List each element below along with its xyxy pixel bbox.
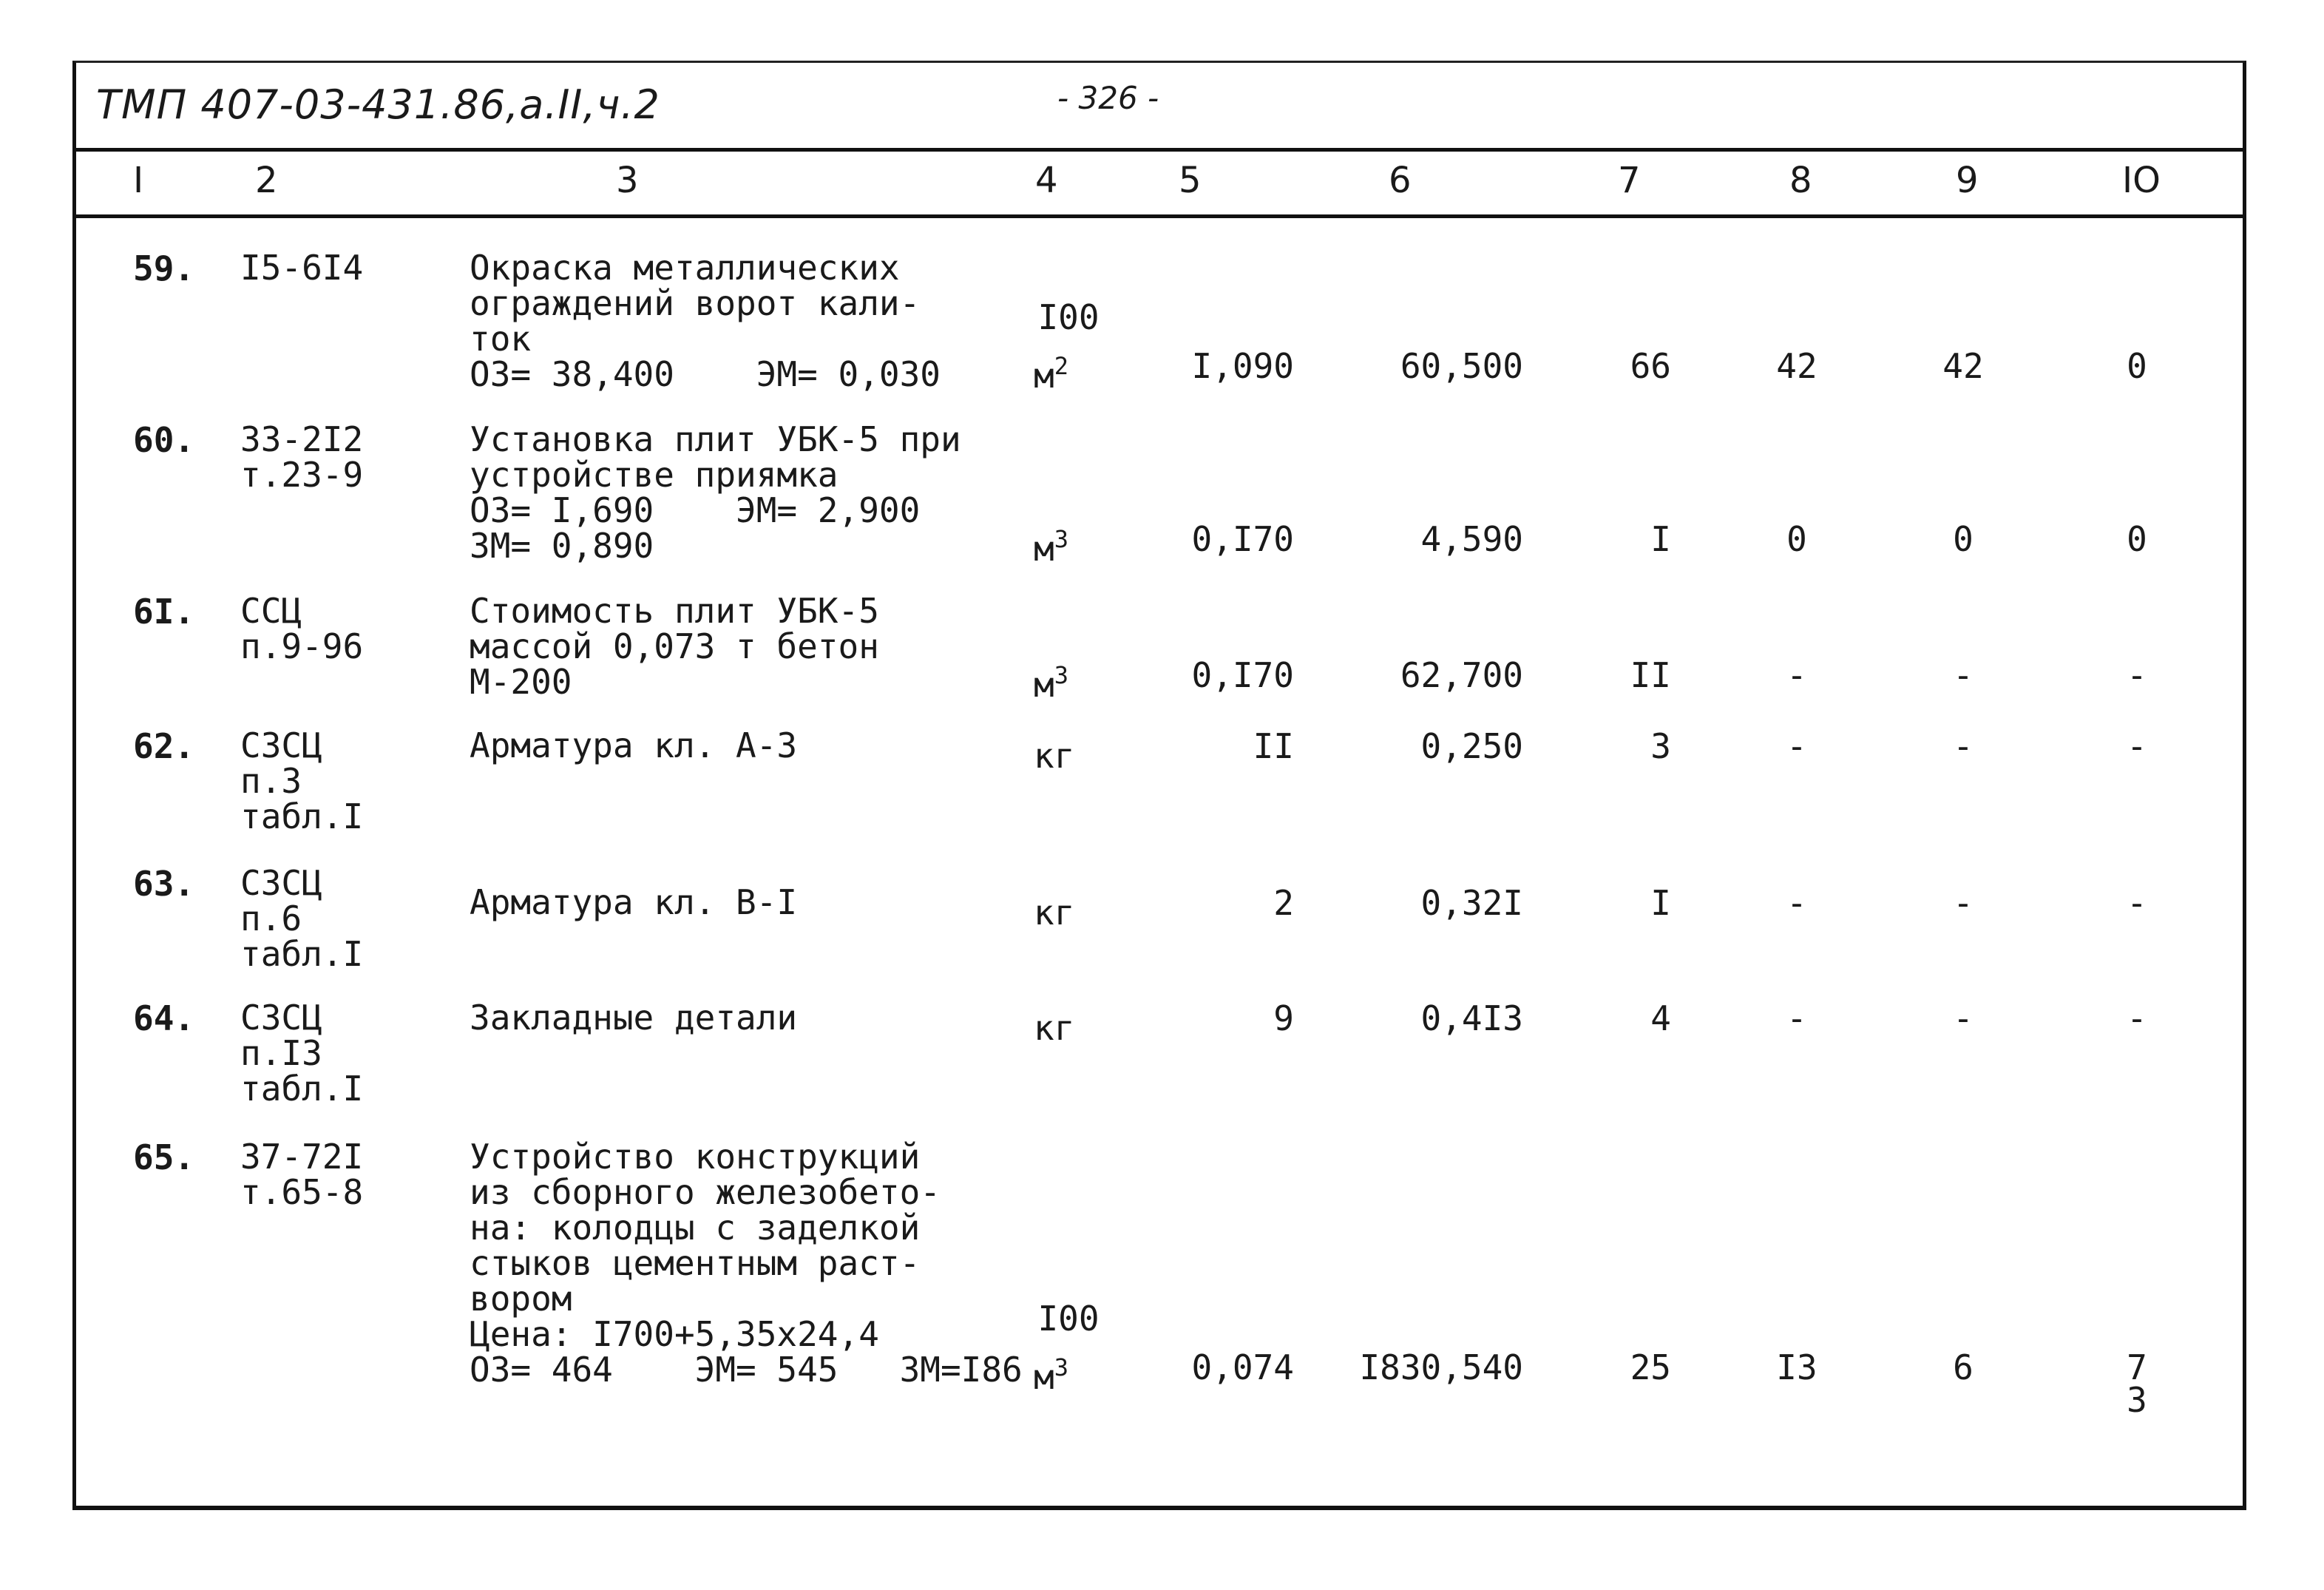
total-cost: I <box>1650 883 1671 923</box>
col-9-value: - <box>1953 726 1974 766</box>
quantity: 0,I70 <box>1191 519 1294 559</box>
col-8-value: - <box>1786 883 1807 923</box>
total-cost: 25 <box>1630 1347 1671 1387</box>
page-frame <box>72 61 2246 1510</box>
norm-code: СЗСЦ п.3 табл.I <box>240 725 364 836</box>
unit-multiplier: I00 <box>1037 297 1100 337</box>
unit-cost: 0,32I <box>1420 883 1523 923</box>
work-description: Арматура кл. В-I <box>470 882 798 922</box>
norm-code: I5-6I4 <box>240 248 364 288</box>
unit-cost: 0,250 <box>1420 726 1523 766</box>
col-9-value: - <box>1953 655 1974 695</box>
quantity: I,090 <box>1191 346 1294 386</box>
row-number: 62. <box>133 726 195 766</box>
column-header-3: 3 <box>616 160 639 201</box>
col-9-value: 6 <box>1953 1347 1974 1387</box>
unit-cost: 0,4I3 <box>1420 998 1523 1038</box>
column-header-rule <box>74 214 2245 218</box>
row-number: 63. <box>133 864 195 904</box>
total-cost: 3 <box>1650 726 1671 766</box>
unit: $м^3$ <box>1034 525 1068 569</box>
column-header-7: 7 <box>1618 160 1641 201</box>
work-description: Стоимость плит УБК-5 массой 0,073 т бетон М-200 <box>470 591 879 702</box>
col-8-value: 0 <box>1786 519 1807 559</box>
col-10-value: 0 <box>2127 346 2147 386</box>
col-9-value: - <box>1953 883 1974 923</box>
column-header-9: 9 <box>1956 160 1979 201</box>
unit: $м^3$ <box>1034 661 1068 705</box>
norm-code: 37-72I т.65-8 <box>240 1137 364 1212</box>
row-number: 6I. <box>133 592 195 632</box>
total-cost: II <box>1630 655 1671 695</box>
total-cost: 4 <box>1650 998 1671 1038</box>
column-header-2: 2 <box>255 160 278 201</box>
col-10-value-second-line: 3 <box>2127 1380 2147 1420</box>
col-9-value: - <box>1953 998 1974 1038</box>
header-rule <box>74 148 2245 152</box>
unit: кг <box>1034 1008 1075 1048</box>
col-8-value: - <box>1786 655 1807 695</box>
page-number: - 326 - <box>1057 80 1159 116</box>
quantity: II <box>1253 726 1294 766</box>
col-8-value: - <box>1786 998 1807 1038</box>
column-header-4: 4 <box>1035 160 1058 201</box>
quantity: 0,074 <box>1191 1347 1294 1387</box>
col-10-value: 7 <box>2127 1347 2147 1387</box>
row-number: 60. <box>133 420 195 460</box>
row-number: 64. <box>133 998 195 1038</box>
column-header-5: 5 <box>1179 160 1202 201</box>
document-code: ТМП 407-03-431.86,а.II,ч.2 <box>96 81 660 128</box>
unit-cost: I830,540 <box>1359 1347 1523 1387</box>
col-10-value: - <box>2127 655 2147 695</box>
work-description: Установка плит УБК-5 при устройстве приямка ОЗ= I,690 ЭМ= 2,900 ЗМ= 0,890 <box>470 419 961 566</box>
row-number: 59. <box>133 248 195 288</box>
column-header-6: 6 <box>1389 160 1412 201</box>
column-header-8: 8 <box>1789 160 1812 201</box>
unit-cost: 60,500 <box>1400 346 1523 386</box>
norm-code: 33-2I2 т.23-9 <box>240 419 364 495</box>
col-8-value: I3 <box>1776 1347 1817 1387</box>
quantity: 9 <box>1273 998 1294 1038</box>
work-description: Закладные детали <box>470 998 798 1038</box>
norm-code: ССЦ п.9-96 <box>240 591 364 666</box>
quantity: 2 <box>1273 883 1294 923</box>
col-10-value: - <box>2127 998 2147 1038</box>
col-9-value: 42 <box>1942 346 1984 386</box>
work-description: Окраска металлических ограждений ворот кали- ток ОЗ= 38,400 ЭМ= 0,030 <box>470 248 941 394</box>
col-8-value: - <box>1786 726 1807 766</box>
total-cost: 66 <box>1630 346 1671 386</box>
norm-code: СЗСЦ п.I3 табл.I <box>240 998 364 1109</box>
total-cost: I <box>1650 519 1671 559</box>
column-header-10: IO <box>2122 160 2161 201</box>
col-10-value: 0 <box>2127 519 2147 559</box>
unit-cost: 4,590 <box>1420 519 1523 559</box>
unit: кг <box>1034 893 1075 933</box>
unit: кг <box>1034 736 1075 776</box>
norm-code: СЗСЦ п.6 табл.I <box>240 863 364 974</box>
work-description: Устройство конструкций из сборного железобето- на: колодцы с заделкой стыков цементным раст- вором Цена: I700+5,35х24,4 ОЗ= 464 ЭМ= 545 ЗМ=I86 <box>470 1137 1023 1390</box>
column-header-1: I <box>133 160 144 201</box>
col-10-value: - <box>2127 726 2147 766</box>
work-description: Арматура кл. А-3 <box>470 725 798 765</box>
col-8-value: 42 <box>1776 346 1817 386</box>
unit: $м^3$ <box>1034 1353 1068 1397</box>
col-9-value: 0 <box>1953 519 1974 559</box>
col-10-value: - <box>2127 883 2147 923</box>
row-number: 65. <box>133 1137 195 1177</box>
unit-cost: 62,700 <box>1400 655 1523 695</box>
quantity: 0,I70 <box>1191 655 1294 695</box>
unit: $м^2$ <box>1034 352 1068 396</box>
unit-multiplier: I00 <box>1037 1299 1100 1339</box>
